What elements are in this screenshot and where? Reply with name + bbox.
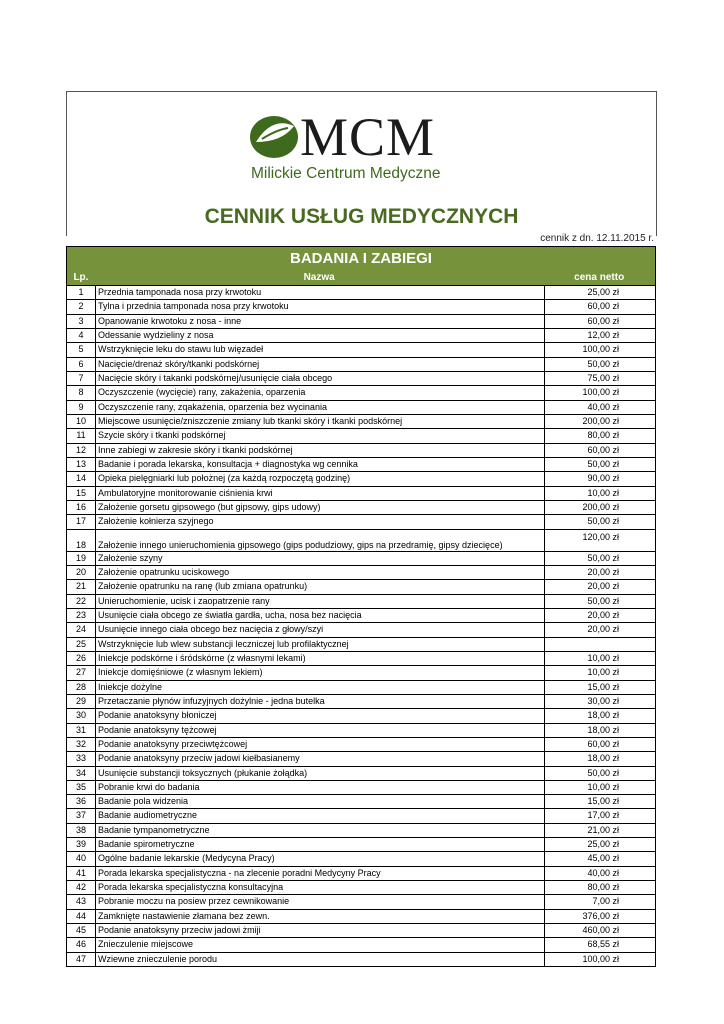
row-price: 20,00 zł — [587, 581, 619, 592]
row-price: 18,00 zł — [587, 753, 619, 764]
row-lp: 37 — [67, 809, 96, 822]
row-lp: 47 — [67, 953, 96, 966]
row-price: 45,00 zł — [587, 853, 619, 864]
row-name: Pobranie krwi do badania — [96, 781, 545, 794]
logo-mcm-text: MCM — [300, 107, 436, 167]
table-row — [67, 638, 655, 652]
row-lp: 3 — [67, 315, 96, 328]
row-lp: 43 — [67, 895, 96, 908]
row-name: Unieruchomienie, ucisk i zaopatrzenie rany — [96, 595, 545, 608]
row-lp: 31 — [67, 724, 96, 737]
logo-subtitle: Milickie Centrum Medyczne — [251, 165, 441, 182]
price-list-date: cennik z dn. 12.11.2015 r. — [540, 233, 654, 244]
table-row — [67, 895, 655, 909]
logo — [248, 108, 478, 188]
table-row — [67, 809, 655, 823]
table-row — [67, 724, 655, 738]
table-row — [67, 358, 655, 372]
table-row — [67, 681, 655, 695]
table-row — [67, 652, 655, 666]
table-row — [67, 329, 655, 343]
table-row — [67, 867, 655, 881]
row-name: Założenie szyny — [96, 552, 545, 565]
table-row — [67, 623, 655, 637]
row-lp: 9 — [67, 401, 96, 414]
leaf-icon — [248, 112, 304, 162]
row-lp: 33 — [67, 752, 96, 765]
table-row — [67, 458, 655, 472]
row-name: Porada lekarska specjalistyczna - na zlecenie poradni Medycyny Pracy — [96, 867, 545, 880]
row-name: Wziewne znieczulenie porodu — [96, 953, 545, 966]
row-lp: 25 — [67, 638, 96, 651]
row-price: 10,00 zł — [587, 781, 619, 792]
row-lp: 40 — [67, 852, 96, 865]
row-price: 60,00 zł — [587, 444, 619, 455]
row-name: Podanie anatoksyny przeciw jadowi kiełbasianemy — [96, 752, 545, 765]
table-row — [67, 286, 655, 300]
row-price: 50,00 zł — [587, 552, 619, 563]
row-lp: 17 — [67, 515, 96, 528]
row-price: 100,00 zł — [582, 387, 619, 398]
row-lp: 11 — [67, 429, 96, 442]
row-name: Usunięcie substancji toksycznych (płukanie żołądka) — [96, 767, 545, 780]
row-name: Podanie anatoksyny błoniczej — [96, 709, 545, 722]
row-name: Oczyszczenie (wycięcie) rany, zakażenia, oparzenia — [96, 386, 545, 399]
row-price: 60,00 zł — [587, 738, 619, 749]
table-row — [67, 300, 655, 314]
row-price: 68,55 zł — [587, 939, 619, 950]
row-lp: 7 — [67, 372, 96, 385]
row-lp: 20 — [67, 566, 96, 579]
row-name: Przednia tamponada nosa przy krwotoku — [96, 286, 545, 299]
row-lp: 42 — [67, 881, 96, 894]
row-lp: 18 — [67, 530, 96, 551]
row-price: 10,00 zł — [587, 652, 619, 663]
row-lp: 44 — [67, 910, 96, 923]
row-price: 18,00 zł — [587, 724, 619, 735]
table-row — [67, 566, 655, 580]
row-price: 200,00 zł — [582, 415, 619, 426]
row-price: 21,00 zł — [587, 824, 619, 835]
table-row — [67, 429, 655, 443]
row-price: 75,00 zł — [587, 372, 619, 383]
row-name: Tylna i przednia tamponada nosa przy krwotoku — [96, 300, 545, 313]
row-price: 100,00 zł — [582, 344, 619, 355]
row-name: Oczyszczenie rany, zqakażenia, oparzenia bez wycinania — [96, 401, 545, 414]
row-name: Szycie skóry i tkanki podskórnej — [96, 429, 545, 442]
row-lp: 41 — [67, 867, 96, 880]
table-row — [67, 838, 655, 852]
row-price: 50,00 zł — [587, 767, 619, 778]
table-row — [67, 695, 655, 709]
row-lp: 46 — [67, 938, 96, 951]
row-price: 40,00 zł — [587, 867, 619, 878]
table-row — [67, 795, 655, 809]
row-price: 120,00 zł — [582, 531, 619, 542]
row-price: 25,00 zł — [587, 287, 619, 297]
price-table — [66, 246, 656, 967]
row-lp: 6 — [67, 358, 96, 371]
row-name: Znieczulenie miejscowe — [96, 938, 545, 951]
table-row — [67, 609, 655, 623]
row-name: Opanowanie krwotoku z nosa - inne — [96, 315, 545, 328]
table-row — [67, 910, 655, 924]
table-row — [67, 595, 655, 609]
row-lp: 32 — [67, 738, 96, 751]
table-row — [67, 472, 655, 486]
row-price: 200,00 zł — [582, 501, 619, 512]
row-lp: 14 — [67, 472, 96, 485]
table-body — [66, 286, 656, 967]
row-lp: 8 — [67, 386, 96, 399]
row-price: 90,00 zł — [587, 473, 619, 484]
row-lp: 45 — [67, 924, 96, 937]
row-name: Nacięcie/drenaż skóry/tkanki podskórnej — [96, 358, 545, 371]
table-row — [67, 415, 655, 429]
row-price: 25,00 zł — [587, 839, 619, 850]
row-price: 20,00 zł — [587, 624, 619, 635]
row-name: Miejscowe usunięcie/zniszczenie zmiany lub tkanki skóry i tkanki podskórnej — [96, 415, 545, 428]
row-price: 50,00 zł — [587, 458, 619, 469]
row-name: Inne zabiegi w zakresie skóry i tkanki podskórnej — [96, 444, 545, 457]
row-lp: 2 — [67, 300, 96, 313]
row-name: Iniekcje podskórne i śródskórne (z własnymi lekami) — [96, 652, 545, 665]
row-price: 10,00 zł — [587, 487, 619, 498]
row-name: Założenie opatrunku uciskowego — [96, 566, 545, 579]
row-price: 30,00 zł — [587, 695, 619, 706]
row-name: Ambulatoryjne monitorowanie ciśnienia krwi — [96, 487, 545, 500]
table-row — [67, 580, 655, 594]
row-name: Założenie innego unieruchomienia gipsowego (gips podudziowy, gips na przedramię, gipsy dziecięce) — [96, 530, 545, 551]
row-price: 376,00 zł — [582, 910, 619, 921]
row-name: Podanie anatoksyny przeciwtężcowej — [96, 738, 545, 751]
table-row — [67, 824, 655, 838]
row-name: Przetaczanie płynów infuzyjnych dożylnie - jedna butelka — [96, 695, 545, 708]
row-price: 60,00 zł — [587, 315, 619, 326]
row-price: 50,00 zł — [587, 516, 619, 527]
row-lp: 27 — [67, 666, 96, 679]
row-name: Usunięcie ciała obcego ze światła gardła, ucha, nosa bez nacięcia — [96, 609, 545, 622]
table-row — [67, 487, 655, 501]
section-header: BADANIA I ZABIEGI — [66, 246, 656, 271]
table-row — [67, 938, 655, 952]
row-lp: 23 — [67, 609, 96, 622]
row-lp: 24 — [67, 623, 96, 636]
table-row — [67, 343, 655, 357]
row-lp: 22 — [67, 595, 96, 608]
row-name: Podanie anatoksyny przeciw jadowi żmiji — [96, 924, 545, 937]
row-price: 20,00 zł — [587, 609, 619, 620]
table-row — [67, 666, 655, 680]
table-row — [67, 515, 655, 529]
row-lp: 10 — [67, 415, 96, 428]
column-header-lp: Lp. — [73, 272, 89, 283]
row-lp: 35 — [67, 781, 96, 794]
row-price: 10,00 zł — [587, 667, 619, 678]
table-row — [67, 852, 655, 866]
table-row — [67, 924, 655, 938]
table-row — [67, 444, 655, 458]
row-name: Opieka pielęgniarki lub położnej (za każdą rozpoczętą godzinę) — [96, 472, 545, 485]
row-price: 20,00 zł — [587, 566, 619, 577]
row-lp: 21 — [67, 580, 96, 593]
row-lp: 13 — [67, 458, 96, 471]
row-lp: 34 — [67, 767, 96, 780]
row-price: 100,00 zł — [582, 953, 619, 964]
row-price: 80,00 zł — [587, 430, 619, 441]
row-price: 15,00 zł — [587, 681, 619, 692]
row-price: 50,00 zł — [587, 595, 619, 606]
row-name: Pobranie moczu na posiew przez cewnikowanie — [96, 895, 545, 908]
row-name: Nacięcie skóry i takanki podskórnej/usunięcie ciała obcego — [96, 372, 545, 385]
frame-top-line — [66, 91, 657, 92]
row-price: 80,00 zł — [587, 882, 619, 893]
row-lp: 16 — [67, 501, 96, 514]
row-name: Badanie i porada lekarska, konsultacja + diagnostyka wg cennika — [96, 458, 545, 471]
table-row — [67, 372, 655, 386]
row-name: Założenie kołnierza szyjnego — [96, 515, 545, 528]
row-name: Zamknięte nastawienie złamana bez zewn. — [96, 910, 545, 923]
table-row — [67, 781, 655, 795]
row-name: Odessanie wydzieliny z nosa — [96, 329, 545, 342]
row-price: 15,00 zł — [587, 796, 619, 807]
table-row — [67, 552, 655, 566]
row-price: 18,00 zł — [587, 710, 619, 721]
row-price: 50,00 zł — [587, 358, 619, 369]
row-name: Założenie gorsetu gipsowego (but gipsowy, gips udowy) — [96, 501, 545, 514]
row-name: Wstrzyknięcie lub wlew substancji leczniczej lub profilaktycznej — [96, 638, 545, 651]
row-name: Porada lekarska specjalistyczna konsultacyjna — [96, 881, 545, 894]
row-lp: 15 — [67, 487, 96, 500]
row-lp: 36 — [67, 795, 96, 808]
row-lp: 26 — [67, 652, 96, 665]
table-row — [67, 738, 655, 752]
row-lp: 12 — [67, 444, 96, 457]
row-name: Usunięcie innego ciała obcego bez nacięcia z głowy/szyi — [96, 623, 545, 636]
column-header-row — [66, 271, 656, 286]
table-row — [67, 752, 655, 766]
row-name: Wstrzyknięcie leku do stawu lub więzadeł — [96, 343, 545, 356]
row-lp: 1 — [67, 286, 96, 299]
row-name: Podanie anatoksyny tężcowej — [96, 724, 545, 737]
row-name: Badanie tympanometryczne — [96, 824, 545, 837]
table-row — [67, 315, 655, 329]
row-lp: 5 — [67, 343, 96, 356]
row-lp: 28 — [67, 681, 96, 694]
table-row — [67, 881, 655, 895]
table-row — [67, 709, 655, 723]
row-price: 7,00 zł — [592, 896, 619, 907]
row-price — [545, 638, 655, 651]
column-header-price: cena netto — [574, 272, 625, 283]
table-row — [67, 530, 655, 552]
table-row — [67, 386, 655, 400]
row-name: Badanie audiometryczne — [96, 809, 545, 822]
row-name: Ogólne badanie lekarskie (Medycyna Pracy) — [96, 852, 545, 865]
row-price: 17,00 zł — [587, 810, 619, 821]
row-price: 40,00 zł — [587, 401, 619, 412]
table-row — [67, 953, 655, 967]
row-name: Badanie pola widzenia — [96, 795, 545, 808]
row-lp: 39 — [67, 838, 96, 851]
row-name: Iniekcje dożylne — [96, 681, 545, 694]
row-name: Założenie opatrunku na ranę (lub zmiana opatrunku) — [96, 580, 545, 593]
row-lp: 4 — [67, 329, 96, 342]
table-row — [67, 401, 655, 415]
row-lp: 38 — [67, 824, 96, 837]
table-row — [67, 767, 655, 781]
row-name: Iniekcje domięśniowe (z własnym lekiem) — [96, 666, 545, 679]
row-price: 12,00 zł — [587, 329, 619, 340]
row-price: 460,00 zł — [582, 925, 619, 936]
column-header-name: Nazwa — [303, 272, 335, 283]
row-lp: 30 — [67, 709, 96, 722]
row-name: Badanie spirometryczne — [96, 838, 545, 851]
row-lp: 29 — [67, 695, 96, 708]
row-lp: 19 — [67, 552, 96, 565]
page-title: CENNIK USŁUG MEDYCZNYCH — [204, 205, 519, 228]
row-price: 60,00 zł — [587, 301, 619, 312]
table-row — [67, 501, 655, 515]
